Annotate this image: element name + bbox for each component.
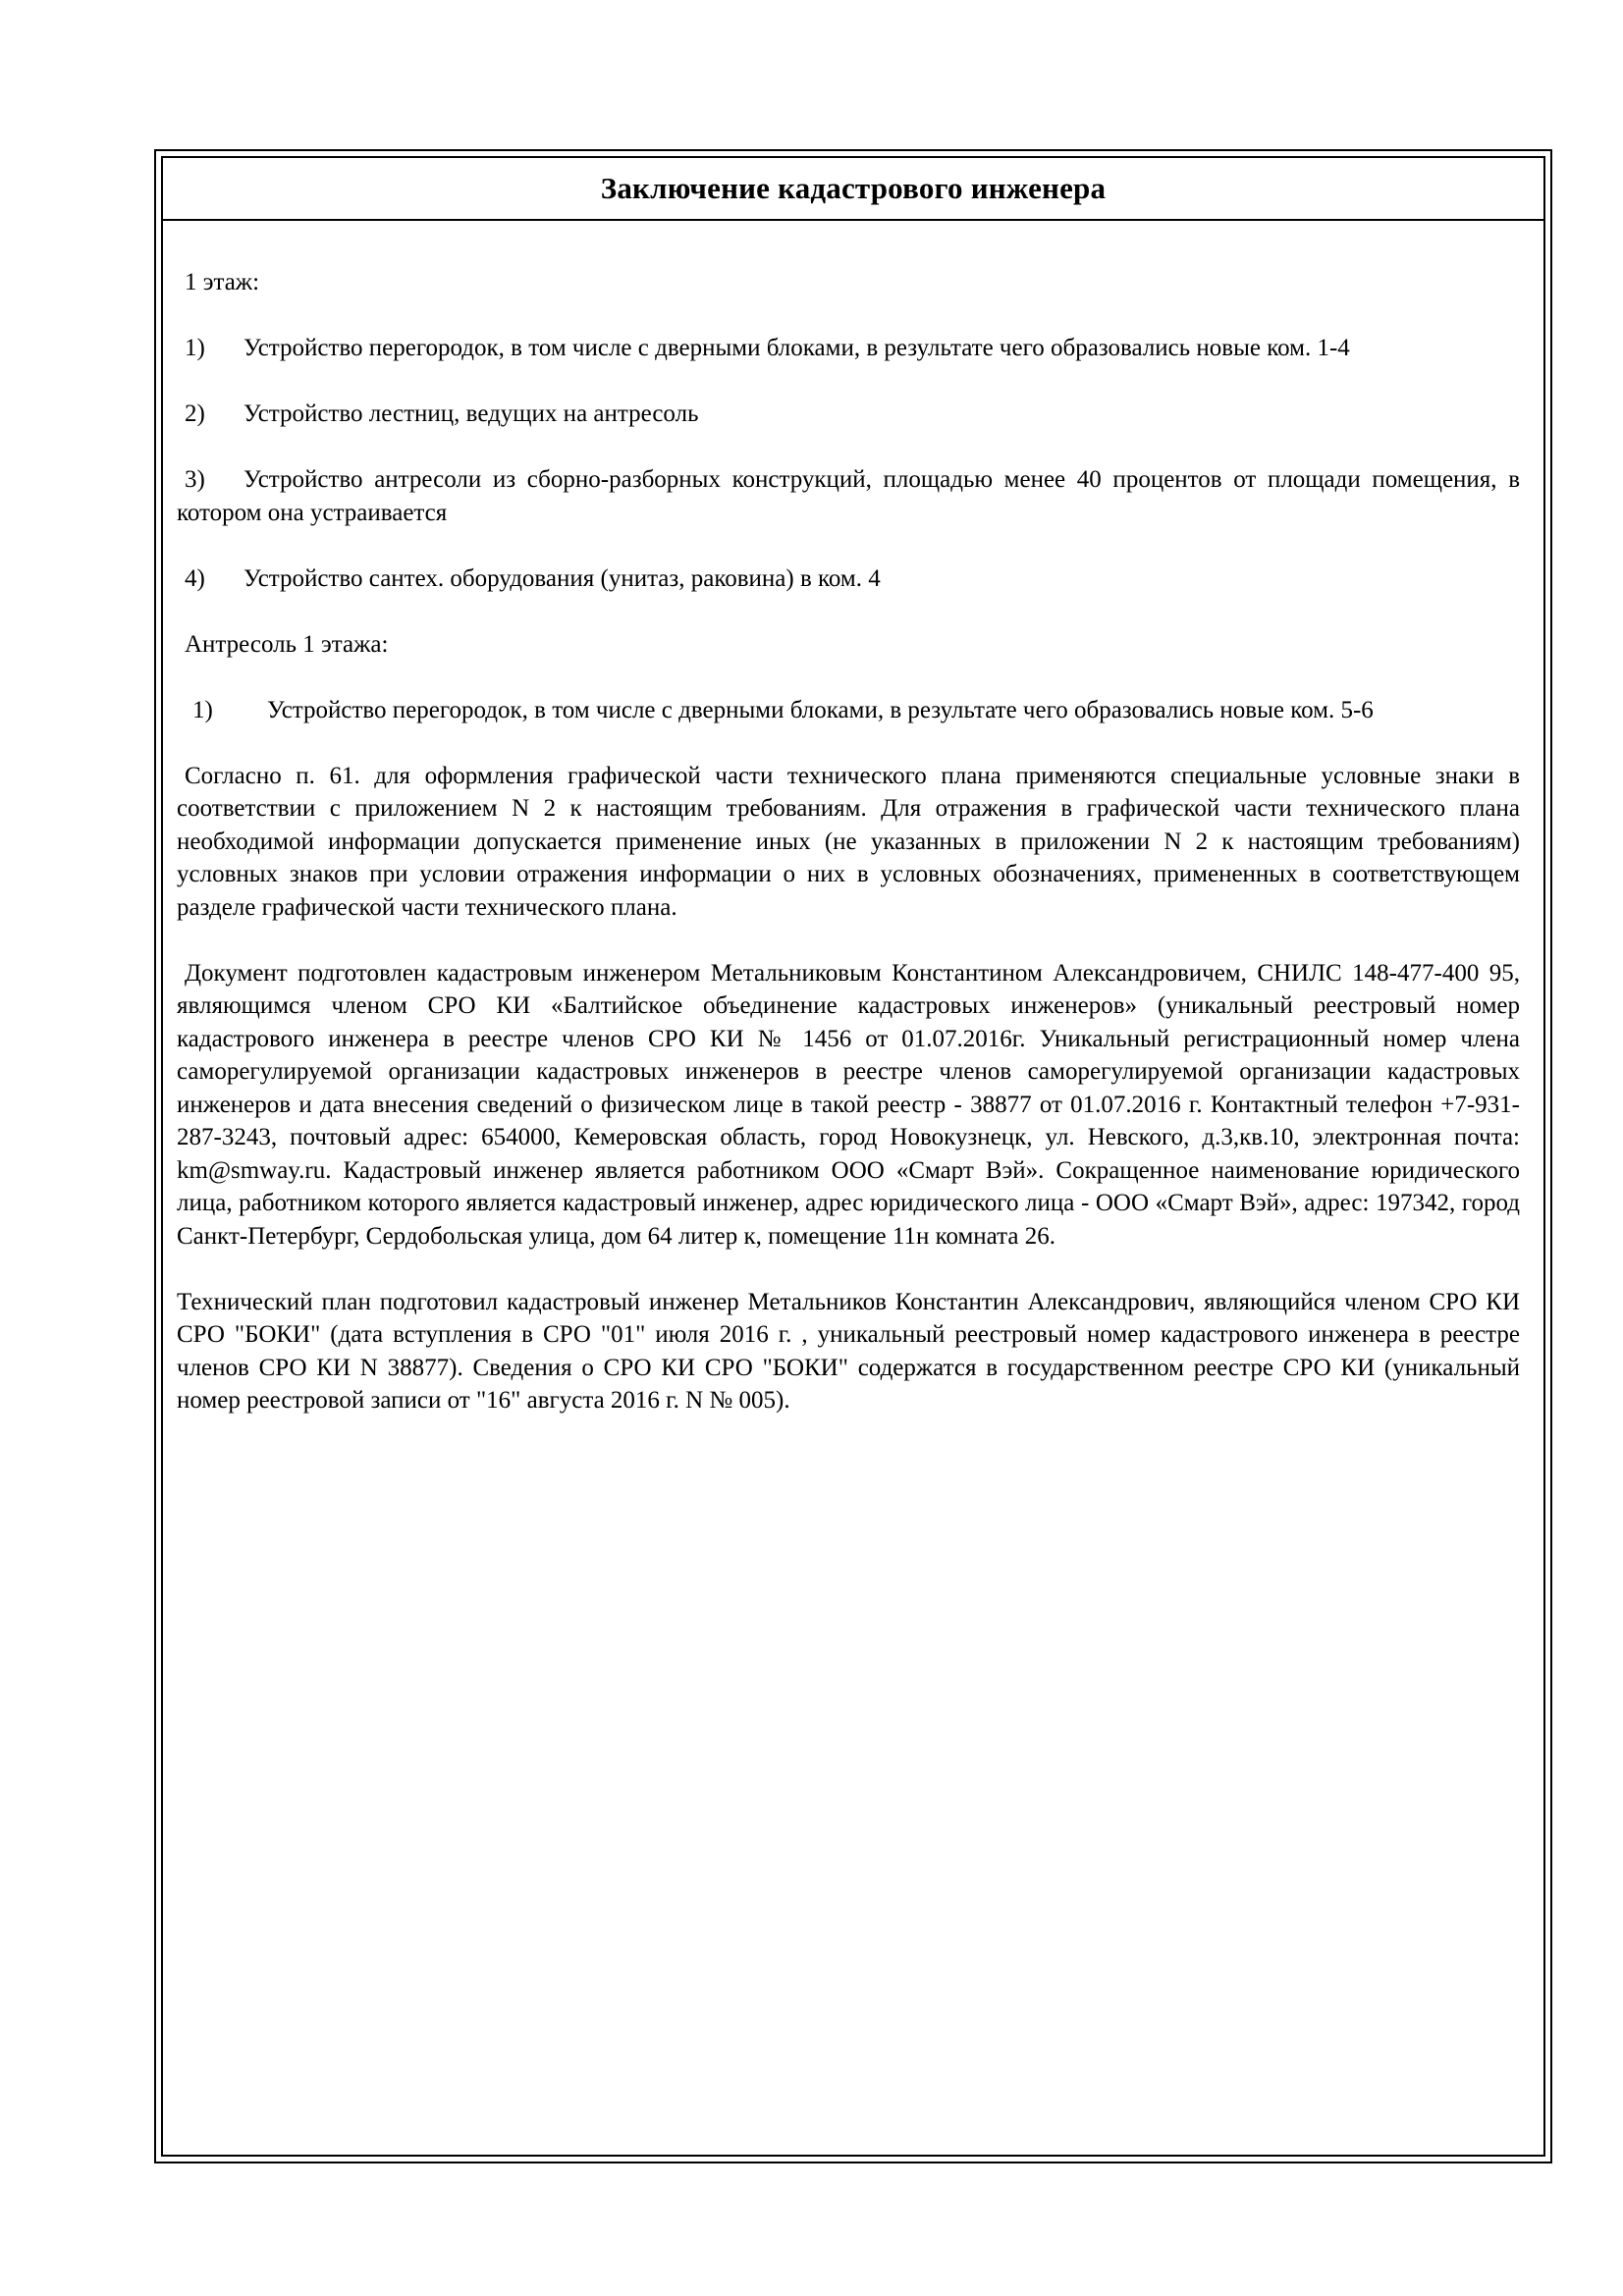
floor1-item-4 <box>177 562 1520 596</box>
title-row <box>163 158 1543 221</box>
paragraph-engineer: Документ подготовлен кадастровым инженером Метальниковым Константином Александровичем, СНИЛС 148-477-400 95, являющимся членом СРО КИ «Балтийское объединение кадастровых инженеров» (уникальный реестровый номер кадастрового инженера в реестре членов СРО КИ № 1456 от 01.07.2016г. Уникальный регистрационный номер члена саморегулируемой организации кадастровых инженеров в реестре членов саморегулируемой организации кадастровых инженеров и дата внесения сведений о физическом лице в такой реестр - 38877 от 01.07.2016 г. Контактный телефон +7-931-287-3243, почтовый адрес: 654000, Кемеровская область, город Новокузнецк, ул. Невского, д.3,кв.10, электронная почта: km@smway.ru. Кадастровый инженер является работником ООО «Смарт Вэй». Сокращенное наименование юридического лица, работником которого является кадастровый инженер, адрес юридического лица - ООО «Смарт Вэй», адрес: 197342, город Санкт-Петербург, Сердобольская улица, дом 64 литер к, помещение 11н комната 26. <box>177 959 1520 1250</box>
item-number: 4) <box>185 564 205 592</box>
item-number: 2) <box>185 400 205 427</box>
item-text: Устройство лестниц, ведущих на антресоль <box>243 400 699 427</box>
paragraph-graphics: Согласно п. 61. для оформления графической части технического плана применяются специальные условные знаки в соответствии с приложением N 2 к настоящим требованиям. Для отражения в графической части технического плана необходимой информации допускается применение иных (не указанных в приложении N 2 к настоящим требованиям) условных знаков при условии отражения информации о них в условных обозначениях, примененных в соответствующем разделе графической части технического плана. <box>177 762 1520 921</box>
item-text: Устройство сантех. оборудования (унитаз, раковина) в ком. 4 <box>243 564 881 592</box>
floor1-item-2 <box>177 398 1520 431</box>
item-number: 3) <box>185 466 205 493</box>
mezzanine-item-1 <box>177 694 1520 727</box>
mezzanine-heading: Антресоль 1 этажа: <box>185 630 389 658</box>
item-number: 1) <box>192 696 213 723</box>
item-text: Устройство перегородок, в том числе с дверными блоками, в результате чего образовались новые ком. 5-6 <box>267 696 1374 723</box>
document-inner-frame <box>161 156 1545 2157</box>
floor1-item-3 <box>177 463 1520 529</box>
document-frame <box>154 149 1552 2163</box>
item-text: Устройство перегородок, в том числе с дверными блоками, в результате чего образовались новые ком. 1-4 <box>243 335 1350 361</box>
document-body <box>177 266 1520 1450</box>
item-text: Устройство антресоли из сборно-разборных конструкций, площадью менее 40 процентов от площади помещения, в котором она устраивается <box>177 466 1520 526</box>
floor1-item-1 <box>177 332 1520 365</box>
floor1-heading: 1 этаж: <box>185 269 260 295</box>
item-number: 1) <box>185 335 205 361</box>
paragraph-plan: Технический план подготовил кадастровый инженер Метальников Константин Александрович, являющийся членом СРО КИ СРО "БОКИ" (дата вступления в СРО "01" июля 2016 г. , уникальный реестровый номер кадастрового инженера в реестре членов СРО КИ N 38877). Сведения о СРО КИ СРО "БОКИ" содержатся в государственном реестре СРО КИ (уникальный номер реестровой записи от "16" августа 2016 г. N № 005). <box>177 1288 1520 1414</box>
document-title: Заключение кадастрового инженера <box>600 171 1107 205</box>
